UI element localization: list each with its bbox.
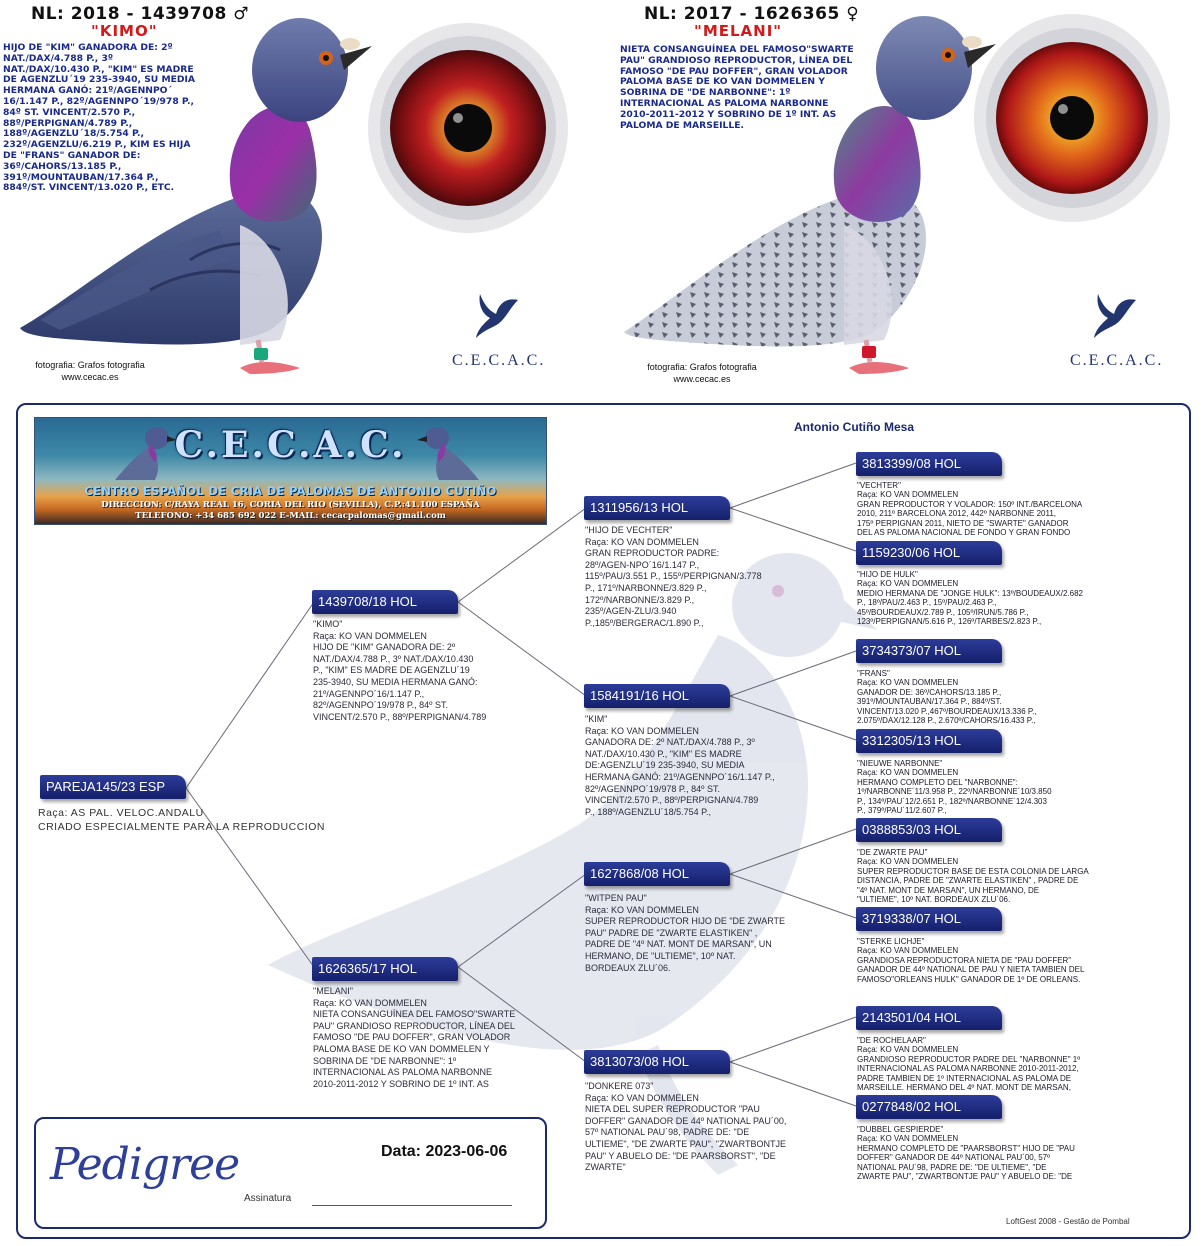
cecac-logo-mark-icon [1088, 290, 1140, 342]
gen2-details: "HIJO DE VECHTER" Raça: KO VAN DOMMELEN GRAN REPRODUCTOR PADRE: 28º/AGEN-NPO´16/1.147 P., 115º/PAU/3.551 P., 155º/PERPIGNAN/3.778 P., 171º/NARBONNE/3.829 P., 172º/NARBONNE/3.829 P., 235º/AGEN-ZLU/3.940 P.,185º/BERGERAC/1.890 P., [585, 525, 762, 628]
gen3-details: "FRANS" Raça: KO VAN DOMMELEN GANADOR DE: 36º/CAHORS/13.185 P., 391º/MOUNTAUBAN/17.364 P., 884º/ST. VINCENT/13.020 P.,467º/BOURDEAUX/13.336 P., 2.075º/DAX/12.128 P., 2.670º/CAHORS/16.433 P., [857, 669, 1037, 726]
dam-ring-box[interactable]: 1626365/17 HOL [312, 957, 458, 981]
banner-title: C.E.C.A.C. [174, 424, 407, 466]
cecac-banner [34, 417, 547, 525]
photo-credit: fotografia: Grafos fotografia www.cecac.es [647, 362, 757, 384]
pedigree-logo: Pedigree [50, 1139, 240, 1190]
banner-address: DIRECCION: C/RAYA REAL 16, CORIA DEL RIO (SEVILLA), C.P.:41.100 ESPAÑA [101, 500, 480, 510]
gen3-ring-box[interactable]: 0388853/03 HOL [856, 818, 1002, 842]
root-ring-box[interactable]: PAREJA145/23 ESP [40, 775, 186, 799]
signature-line[interactable] [312, 1205, 512, 1206]
signature-box [34, 1117, 547, 1229]
pigeon-eye-icon [365, 20, 571, 236]
card-description: NIETA CONSANGUÍNEA DEL FAMOSO"SWARTE PAU" GRANDIOSO REPRODUCTOR, LÍNEA DEL FAMOSO "DE PAU DOFFER", GRAN VOLADOR PALOMA BASE DE KO VAN DOMMELEN Y SOBRINA DE "DE NARBONNE": 1º INTERNACIONAL AS PALOMA NARBONNE 2010-2011-2012 Y SOBRINO DE 1º INT. AS PALOMA DE MARSEILLE. [620, 44, 854, 131]
pigeon-eye-icon [972, 12, 1172, 224]
owner-name: Antonio Cutiño Mesa [794, 420, 914, 434]
gen3-ring-box[interactable]: 3719338/07 HOL [856, 907, 1002, 931]
cecac-logo-text: C.E.C.A.C. [1070, 352, 1164, 369]
gen3-ring-box[interactable]: 0277848/02 HOL [856, 1095, 1002, 1119]
card-bird-name: "KIMO" [91, 22, 158, 40]
gen2-details: "KIM" Raça: KO VAN DOMMELEN GANADORA DE: 2º NAT./DAX/4.788 P., 3º NAT./DAX/10.430 P., "KIM" ES MADRE DE:AGENZLU´19 235-3940, SU MEDIA HERMANA GANÓ: 21º/AGENNPO´16/1.147 P., 82º/AGENNPO´19/978 P., 84º ST. VINCENT/2.570 P., 88º/PERPIGNAN/4.789 P., 188º/AGENZLU´18/5.754 P., [585, 714, 775, 817]
gen2-ring-box[interactable]: 1584191/16 HOL [584, 684, 730, 708]
banner-phone: TELEFONO: +34 685 692 022 E-MAIL: cecacpalomas@gmail.com [135, 511, 446, 521]
software-footer: LoftGest 2008 - Gestão de Pombal [1006, 1217, 1130, 1226]
cecac-logo-mark-icon [470, 290, 522, 342]
gen3-details: "NIEUWE NARBONNE" Raça: KO VAN DOMMELEN HERMANO COMPLETO DEL "NARBONNE": 1º/NARBONNE´11/3.958 P., 22º/NARBONNE´10/3.850 P., 134º/PAU´12/2.651 P., 182º/NARBONNE´12/4.303 P., 379º/PAU´11/2.607 P., [857, 759, 1052, 816]
signature-label: Assinatura [244, 1193, 292, 1204]
gen3-ring-box[interactable]: 3312305/13 HOL [856, 729, 1002, 753]
card-description: HIJO DE "KIM" GANADORA DE: 2º NAT./DAX/4.788 P., 3º NAT./DAX/10.430 P., "KIM" ES MADRE DE AGENZLU´19 235-3940, SU MEDIA HERMANA GANÓ: 21º/AGENNPO´ 16/1.147 P., 82º/AGENNPO´19/978 P., 84º ST. VINCENT/2.570 P., 88º/PERPIGNAN/4.789 P., 188º/AGENZLU´18/5.754 P., 232º/AGENZLU/6.219 P., KIM ES HIJA DE "FRANS" GANADOR DE: 36º/CAHORS/13.185 P., 391º/MOUNTAUBAN/17.364 P., 884º/ST. VINCENT/13.020 P., ETC. [3, 42, 196, 194]
photo-credit: fotografia: Grafos fotografia www.cecac.es [35, 360, 145, 382]
gen3-details: "DUBBEL GESPIERDE" Raça: KO VAN DOMMELEN HERMANO COMPLETO DE "PAARSBORST" HIJO DE "PAU DOFFER" GANADOR DE 44º NATIONAL PAU´00, 57º NATIONAL PAU´98, PADRE DE: "DE ULTIEME", "DE ZWARTE PAU", "ZWARTBONTJE PAU" Y ABUELO DE: "DE [857, 1125, 1075, 1182]
pedigree-sheet [16, 403, 1191, 1239]
gen2-ring-box[interactable]: 1627868/08 HOL [584, 862, 730, 886]
gen3-details: "DE ZWARTE PAU" Raça: KO VAN DOMMELEN SUPER REPRODUCTOR BASE DE ESTA COLONIA DE LARGA DISTANCIA, PADRE DE "ZWARTE ELASTIKEN" , PADRE DE "4º NAT. MONT DE MARSAN", UN HERMANO, DE "ULTIEME", 10º NAT. BORDEAUX ZLU´06. [857, 848, 1089, 905]
cecac-logo-text: C.E.C.A.C. [452, 352, 546, 369]
gen3-ring-box[interactable]: 2143501/04 HOL [856, 1006, 1002, 1030]
gen3-details: "DE ROCHELAAR" Raça: KO VAN DOMMELEN GRANDIOSO REPRODUCTOR PADRE DEL "NARBONNE" 1º INTERNACIONAL AS PALOMA NARBONNE 2010-2011-2012, PADRE TAMBIEN DE 1º INTERNACIONAL AS PALOMA DE MARSEILLE. HERMANO DEL 4º NAT. MONT DE MARSAN, [857, 1036, 1081, 1093]
card-ring-number: NL: 2018 - 1439708 ♂ [31, 4, 249, 24]
pedigree-date: Data: 2023-06-06 [381, 1143, 508, 1160]
photo-card-melani [604, 0, 1204, 392]
gen2-details: "DONKERE 073" Raça: KO VAN DOMMELEN NIETA DEL SUPER REPRODUCTOR "PAU DOFFER" GANADOR DE 44º NATIONAL PAU´00, 57º NATIONAL PAU´98, PADRE DE: "DE ULTIEME", "DE ZWARTE PAU", "ZWARTBONTJE PAU" Y ABUELO DE: "DE PAARSBORST", "DE ZWARTE" [585, 1081, 787, 1173]
gen3-ring-box[interactable]: 3813399/08 HOL [856, 452, 1002, 476]
gen3-details: "VECHTER" Raça: KO VAN DOMMELEN GRAN REPRODUCTOR Y VOLADOR: 150º INT./BARCELONA 2010, 211º BARCELONA 2012, 442º NARBONNE 2011, 175º PERPIGNAN 2011, NIETO DE "SWARTE" GANADOR DEL AS PALOMA NACIONAL DE FONDO Y GRAN FONDO [857, 481, 1083, 538]
sire-ring-box[interactable]: 1439708/18 HOL [312, 590, 458, 614]
dam-details: "MELANI" Raça: KO VAN DOMMELEN NIETA CONSANGUÍNEA DEL FAMOSO"SWARTE PAU" GRANDIOSO REPRODUCTOR, LÍNEA DEL FAMOSO "DE PAU DOFFER", GRAN VOLADOR PALOMA BASE DE KO VAN DOMMELEN Y SOBRINA DE "DE NARBONNE": 1º INTERNACIONAL AS PALOMA NARBONNE 2010-2011-2012 Y SOBRINO DE 1º INT. AS [313, 986, 516, 1089]
gen3-details: "HIJO DE HULK" Raça: KO VAN DOMMELEN MEDIO HERMANA DE "JONGE HULK": 13º/BOUDEAUX/2.682 P., 18º/PAU/2.463 P., 15º/PAU/2.463 P., 45º/BOURDEAUX/2.789 P., 105º/IRUN/5.786 P., 123º/PERPIGNAN/5.616 P., 126º/TARBES/2.823 P., [857, 570, 1083, 627]
root-details: Raça: AS PAL. VELOC.ANDALU CRIADO ESPECIALMENTE PARA LA REPRODUCCION [38, 807, 325, 833]
gen2-details: "WITPEN PAU" Raça: KO VAN DOMMELEN SUPER REPRODUCTOR HIJO DE "DE ZWARTE PAU" PADRE DE "ZWARTE ELASTIKEN" , PADRE DE "4º NAT. MONT DE MARSAN", UN HERMANO, DE "ULTIEME", 10º NAT. BORDEAUX ZLU´06. [585, 893, 786, 973]
photo-card-kimo [0, 0, 600, 392]
gen2-ring-box[interactable]: 3813073/08 HOL [584, 1050, 730, 1074]
sire-details: "KIMO" Raça: KO VAN DOMMELEN HIJO DE "KIM" GANADORA DE: 2º NAT./DAX/4.788 P., 3º NAT./DAX/10.430 P., "KIM" ES MADRE DE AGENZLU´19 235-3940, SU MEDIA HERMANA GANÓ: 21º/AGENNPO´16/1.147 P., 82º/AGENNPO´19/978 P., 84º ST. VINCENT/2.570 P., 88º/PERPIGNAN/4.789 [313, 619, 487, 722]
card-ring-number: NL: 2017 - 1626365 ♀ [644, 4, 860, 24]
gen3-ring-box[interactable]: 3734373/07 HOL [856, 639, 1002, 663]
card-bird-name: "MELANI" [694, 22, 783, 40]
gen2-ring-box[interactable]: 1311956/13 HOL [584, 496, 730, 520]
gen3-details: "STERKE LICHJE" Raça: KO VAN DOMMELEN GRANDIOSA REPRODUCTORA NIETA DE "PAU DOFFER" GANADOR DE 44º NATIONAL DE PAU Y NIETA TAMBIEN DEL FAMOSO"ORLEANS HULK" GANADOR DE 1º DE ORLEANS. [857, 937, 1085, 984]
banner-subtitle: CENTRO ESPAÑOL DE CRIA DE PALOMAS DE ANTONIO CUTIÑO [84, 484, 497, 498]
gen3-ring-box[interactable]: 1159230/06 HOL [856, 541, 1002, 565]
